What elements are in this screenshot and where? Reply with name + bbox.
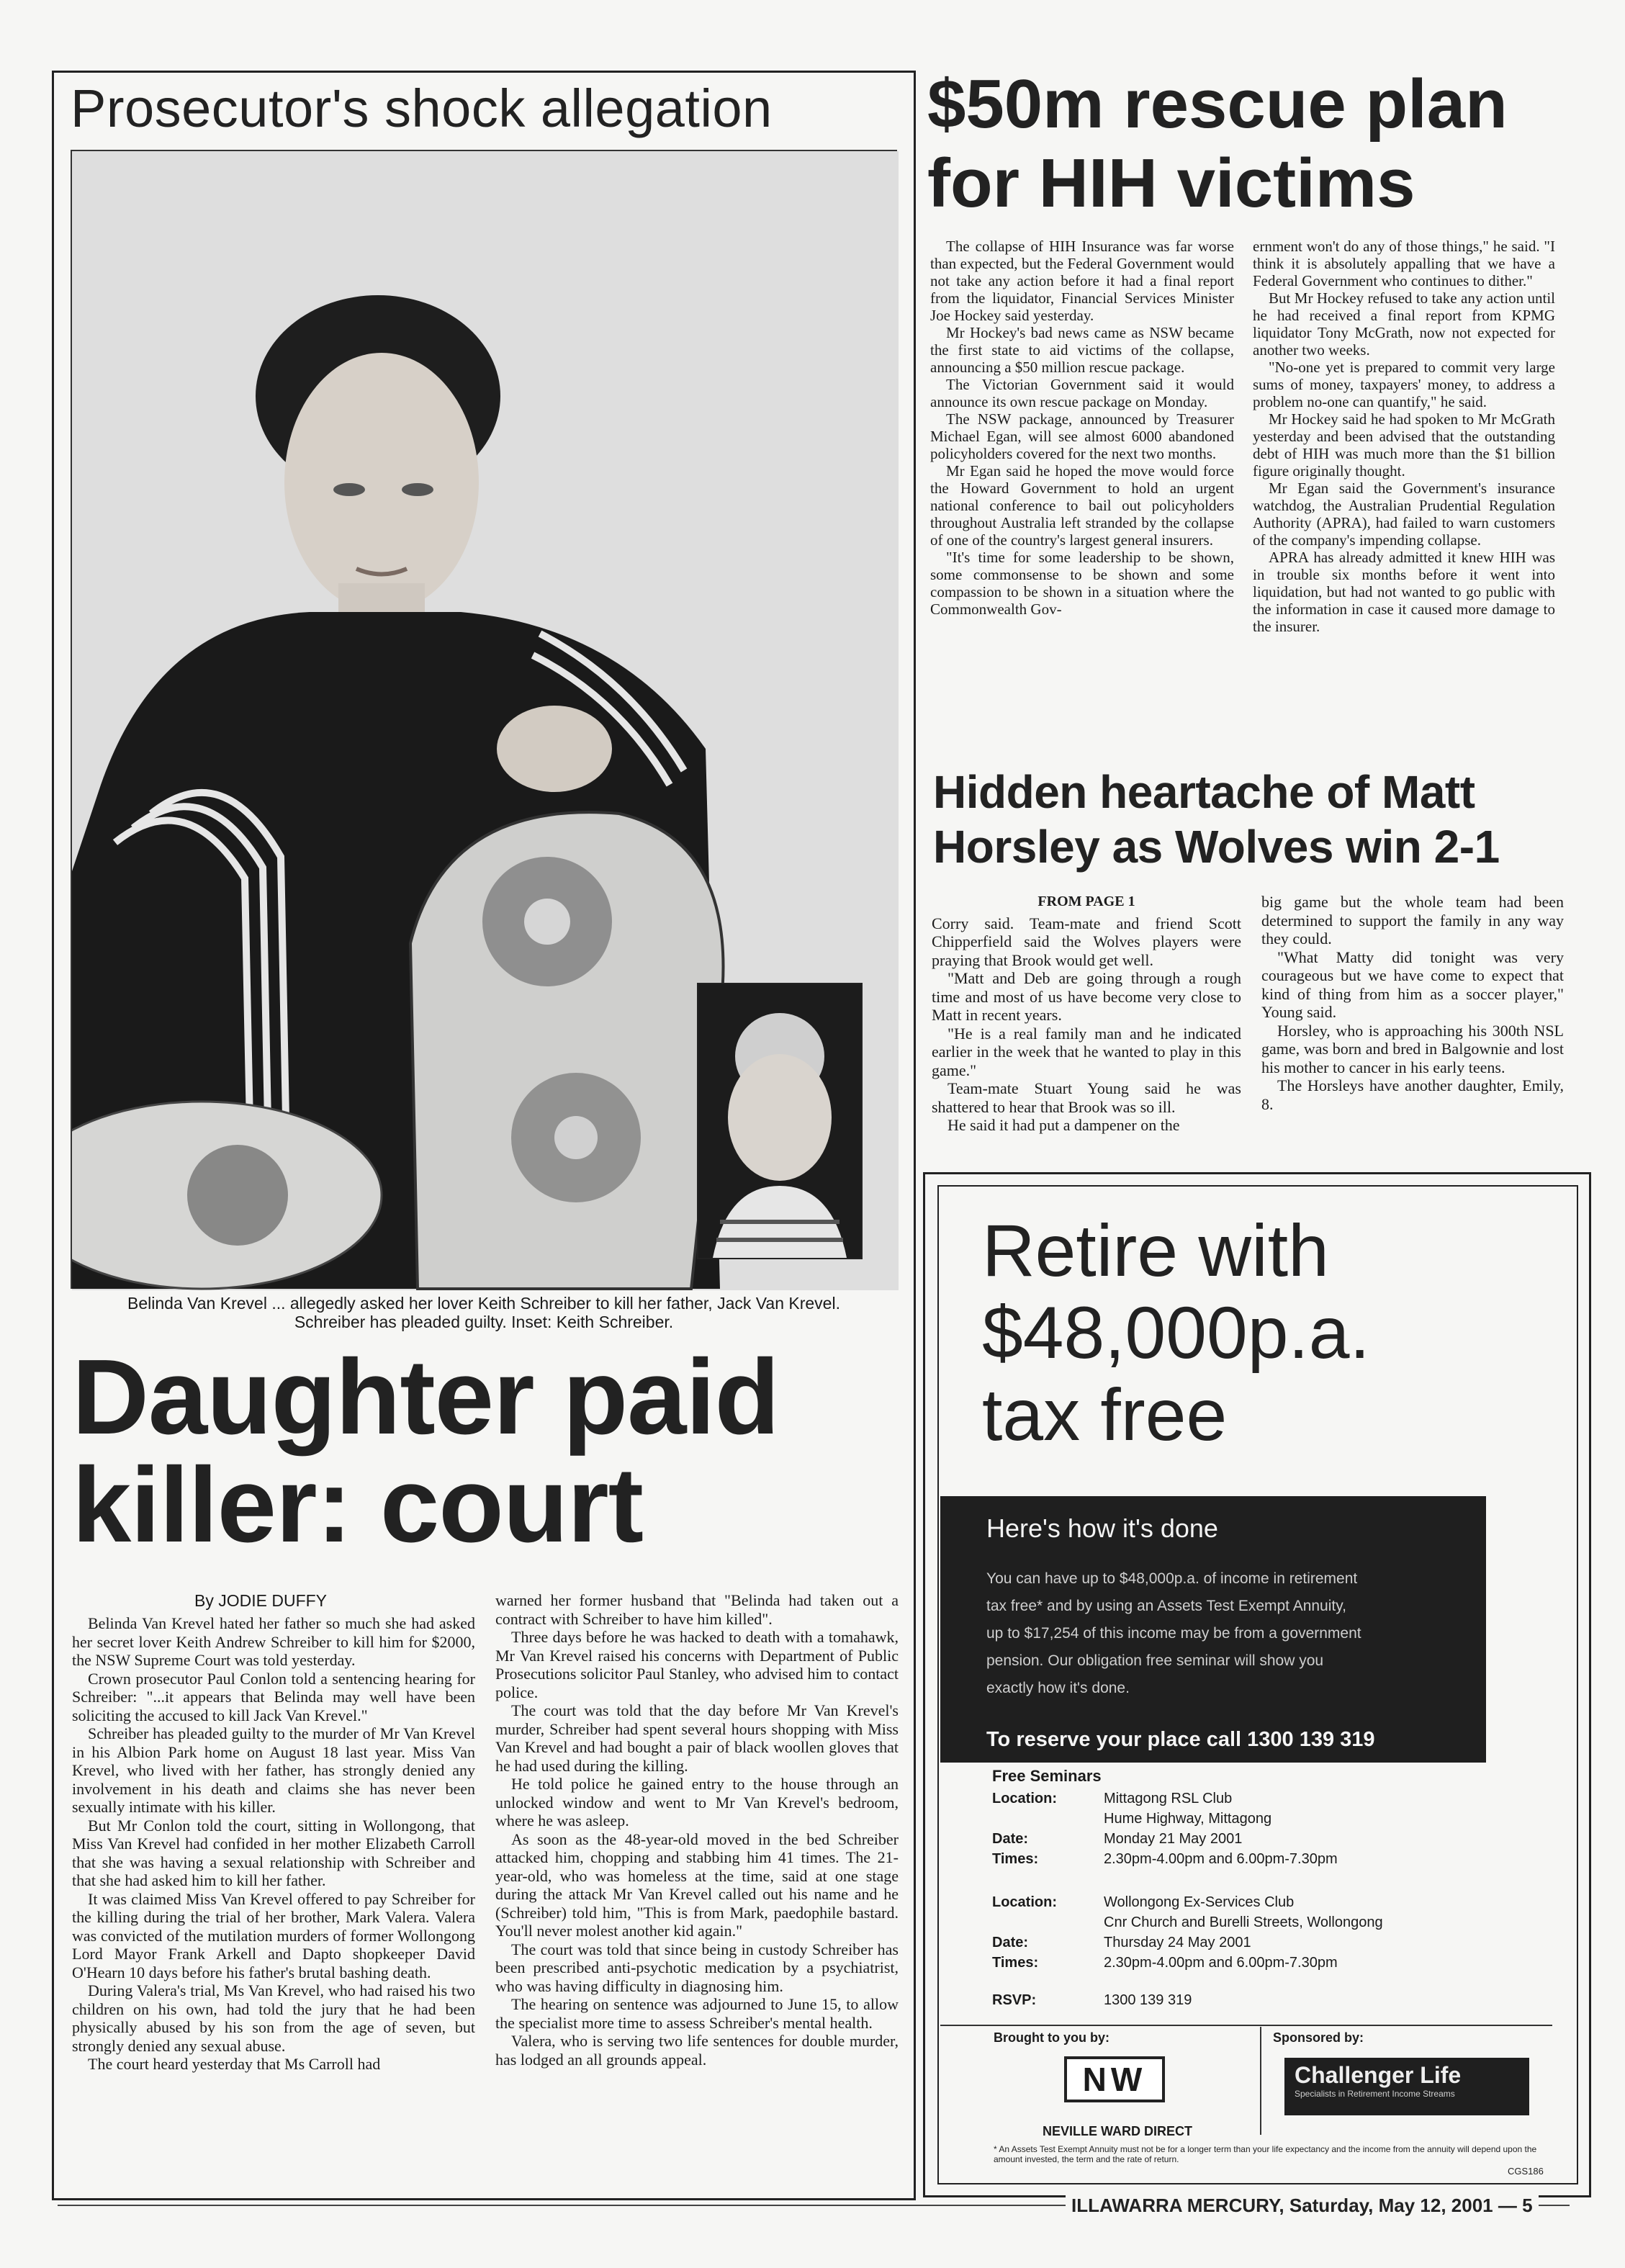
challenger-name: Challenger Life — [1295, 2062, 1462, 2088]
paragraph: Corry said. Team-mate and friend Scott Chipperfield said the Wolves players were praying that Brook would get well. — [932, 914, 1241, 969]
sponsor-divider — [940, 2025, 1552, 2026]
page-footer: ILLAWARRA MERCURY, Saturday, May 12, 2001 — 5 — [1066, 2195, 1539, 2217]
ad-band-line: exactly how it's done. — [986, 1680, 1130, 1696]
label: Location: — [992, 1790, 1057, 1806]
sponsored-by-label: Sponsored by: — [1273, 2030, 1364, 2045]
label: Date: — [992, 1934, 1029, 1950]
paragraph: He said it had put a dampener on the — [947, 1116, 1180, 1134]
ad-headline-line-1: Retire with — [982, 1210, 1329, 1292]
matt-headline — [933, 765, 1500, 874]
paragraph: The Victorian Government said it would announce its own rescue package on Monday. — [930, 376, 1234, 410]
value: 2.30pm-4.00pm and 6.00pm-7.30pm — [1104, 1954, 1338, 1971]
left-article-col-1 — [72, 1614, 475, 2074]
ad-headline-line-3: tax free — [982, 1374, 1228, 1456]
value: Wollongong Ex-Services Club — [1104, 1894, 1295, 1910]
label: Times: — [992, 1954, 1039, 1971]
paragraph: But Mr Hockey refused to take any action until he had received a final report from KPMG liquidator Tony McGrath, now not expected for another two weeks. — [1253, 289, 1555, 359]
ad-band-title: Here's how it's done — [986, 1513, 1218, 1543]
value: Hume Highway, Mittagong — [1104, 1810, 1272, 1827]
main-headline — [72, 1338, 779, 1565]
paragraph: warned her former husband that "Belinda had taken out a contract with Schreiber to have him killed". — [495, 1591, 899, 1628]
inset-photo — [697, 983, 863, 1259]
paragraph: Team-mate Stuart Young said he was shattered to hear that Brook was so ill. — [932, 1079, 1241, 1116]
nw-name: NEVILLE WARD DIRECT — [1043, 2124, 1193, 2138]
paragraph: Crown prosecutor Paul Conlon told a sentencing hearing for Schreiber: "...it appears that Belinda may well have been soliciting the accused to kill Jack Van Krevel." — [72, 1669, 475, 1724]
ad-band-line: pension. Our obligation free seminar will show you — [986, 1652, 1324, 1669]
paragraph: The hearing on sentence was adjourned to June 15, to allow the specialist more time to assess Schreiber's mental health. — [495, 1995, 899, 2032]
paragraph: During Valera's trial, Ms Van Krevel, who had raised his two children on his own, had told the jury that he had been physically abused by his son from the age of seven, but strongly denied any sexual abuse. — [72, 1981, 475, 2055]
left-kicker-heading: Prosecutor's shock allegation — [71, 78, 773, 138]
paragraph: ernment won't do any of those things," he said. "I think it is absolutely appalling that we have a Federal Government who continues to dither." — [1253, 238, 1555, 289]
from-page-label: FROM PAGE 1 — [1037, 894, 1135, 909]
ad-band-line: tax free* and by using an Assets Test Exempt Annuity, — [986, 1598, 1347, 1614]
paragraph: Mr Egan said the Government's insurance watchdog, the Australian Prudential Regulation Authority (APRA), had failed to warn customers of the company's impending collapse. — [1253, 480, 1555, 549]
value: Monday 21 May 2001 — [1104, 1830, 1243, 1847]
paragraph: "It's time for some leadership to be shown, some commonsense to be shown and some compassion to be shown in a situation where the Commonwealth Gov- — [930, 549, 1234, 618]
paragraph: Three days before he was hacked to death with a tomahawk, Mr Van Krevel raised his concerns with Department of Public Prosecutions solicitor Paul Stanley, who advised him to contact police. — [495, 1628, 899, 1701]
paragraph: The NSW package, announced by Treasurer Michael Egan, will see almost 6000 abandoned policyholders covered for the next two months. — [930, 410, 1234, 462]
challenger-tagline: Specialists in Retirement Income Streams — [1295, 2089, 1455, 2099]
value: Thursday 24 May 2001 — [1104, 1934, 1251, 1950]
label: Date: — [992, 1830, 1029, 1847]
paragraph: He told police he gained entry to the house through an unlocked window and went to Mr Van Krevel's bedroom, where he was asleep. — [495, 1775, 899, 1830]
value: 2.30pm-4.00pm and 6.00pm-7.30pm — [1104, 1850, 1338, 1867]
hih-col-1 — [930, 238, 1234, 618]
paragraph: "Matt and Deb are going through a rough time and most of us have become very close to Matt in recent years. — [932, 969, 1241, 1024]
ad-call-to-action: To reserve your place call 1300 139 319 — [986, 1728, 1375, 1751]
matt-col-2 — [1261, 893, 1564, 1113]
paragraph: big game but the whole team had been determined to support the family in any way they could. — [1261, 893, 1564, 948]
left-article-col-2 — [495, 1591, 899, 2069]
hih-headline-line-2: for HIH victims — [927, 145, 1415, 222]
value: Cnr Church and Burelli Streets, Wollongong — [1104, 1914, 1383, 1930]
byline: By JODIE DUFFY — [194, 1591, 328, 1610]
sponsor-vertical-divider — [1260, 2027, 1261, 2135]
label: Location: — [992, 1894, 1057, 1910]
paragraph: Horsley, who is approaching his 300th NSL game, was born and bred in Balgownie and lost his mother to cancer in his early teens. — [1261, 1021, 1564, 1076]
ad-headline — [982, 1210, 1370, 1456]
value: Mittagong RSL Club — [1104, 1790, 1233, 1806]
value: 1300 139 319 — [1104, 1992, 1192, 2008]
paragraph: The collapse of HIH Insurance was far worse than expected, but the Federal Government would not take any action before it had a final report from the liquidator, Financial Services Minister Joe Hockey said yesterday. — [930, 238, 1234, 324]
paragraph: Mr Hockey said he had spoken to Mr McGrath yesterday and been advised that the outstanding debt of HIH was much more than the $1 billion figure originally thought. — [1253, 410, 1555, 480]
ad-headline-line-2: $48,000p.a. — [982, 1292, 1370, 1374]
label: Times: — [992, 1850, 1039, 1867]
photo-caption-line-1: Belinda Van Krevel ... allegedly asked her lover Keith Schreiber to kill her father, Jack Van Krevel. — [127, 1294, 840, 1313]
paragraph: Mr Hockey's bad news came as NSW became the first state to aid victims of the collapse, announcing a $50 million rescue package. — [930, 324, 1234, 376]
main-headline-line-1: Daughter paid — [72, 1338, 779, 1457]
paragraph: As soon as the 48-year-old moved in the bed Schreiber attacked him, chopping and stabbing him 41 times. The 21-year-old, who was homeless at the time, said at one stage during the attack Mr Van Krevel called out his name and he (Schreiber) told him, "This is from Mark, paedophile bastard. You'll never molest another kid again." — [495, 1830, 899, 1940]
paragraph: But Mr Conlon told the court, sitting in Wollongong, that Miss Van Krevel had confided in her mother Elizabeth Carroll that she was having a sexual relationship with Schreiber and that she had asked him to kill her father. — [72, 1816, 475, 1889]
paragraph: The Horsleys have another daughter, Emily, 8. — [1261, 1076, 1564, 1113]
main-photo — [71, 150, 897, 1289]
matt-headline-line-1: Hidden heartache of Matt — [933, 766, 1475, 818]
photo-caption — [71, 1294, 897, 1331]
paragraph: Valera, who is serving two life sentences for double murder, has lodged an all grounds appeal. — [495, 2032, 899, 2069]
seminar-list — [992, 1767, 1539, 2010]
photo-caption-line-2: Schreiber has pleaded guilty. Inset: Keith Schreiber. — [294, 1313, 674, 1331]
ad-band-copy — [986, 1565, 1440, 1702]
paragraph: APRA has already admitted it knew HIH was in trouble six months before it went into liquidation, but had not wanted to go public with the information in case it caused more damage to the insurer. — [1253, 549, 1555, 635]
ad-code: CGS186 — [1508, 2166, 1544, 2177]
ad-info-band — [940, 1496, 1486, 1763]
main-headline-line-2: killer: court — [72, 1446, 643, 1565]
paragraph: The court was told that since being in custody Schreiber has been prescribed anti-psychotic medication by a psychiatrist, who was having difficulty in diagnosing him. — [495, 1940, 899, 1995]
ad-band-line: You can have up to $48,000p.a. of income in retirement — [986, 1570, 1358, 1587]
ad-footnote: * An Assets Test Exempt Annuity must not be for a longer term than your life expectancy and the income from the annuity will depend upon the amount invested, the term and the rate of return. — [994, 2144, 1537, 2164]
paragraph: "No-one yet is prepared to commit very large sums of money, taxpayers' money, to address a problem no-one can quantify," he said. — [1253, 359, 1555, 410]
paragraph: Mr Egan said he hoped the move would force the Howard Government to hold an urgent national conference to bail out policyholders throughout Australia left stranded by the collapse of one of the country's largest general insurers. — [930, 462, 1234, 549]
nw-logo: NW — [1064, 2056, 1165, 2102]
hih-headline — [927, 65, 1508, 223]
paragraph: It was claimed Miss Van Krevel offered to pay Schreiber for the killing during the trial of her brother, Mark Valera. Valera was convicted of the mutilation murders of former Wollongong Lord Mayor Frank Arkell and Dapto shopkeeper David O'Hearn 10 days before his father's brutal bashing death. — [72, 1889, 475, 1981]
paragraph: Schreiber has pleaded guilty to the murder of Mr Van Krevel in his Albion Park home on August 18 last year. Miss Van Krevel, who lived with her father, has strongly denied any involvement in his death and claims she has never been sexually intimate with his killer. — [72, 1724, 475, 1816]
paragraph: The court heard yesterday that Ms Carroll had — [88, 2055, 381, 2073]
paragraph: The court was told that the day before Mr Van Krevel's murder, Schreiber had spent several hours shopping with Miss Van Krevel and had bought a pair of black woollen gloves that he had used during the killing. — [495, 1701, 899, 1775]
ad-band-line: up to $17,254 of this income may be from a government — [986, 1625, 1361, 1642]
brought-by-label: Brought to you by: — [994, 2030, 1109, 2045]
hih-headline-line-1: $50m rescue plan — [927, 66, 1508, 143]
hih-col-2 — [1253, 238, 1555, 635]
paragraph: Belinda Van Krevel hated her father so much she had asked her secret lover Keith Andrew Schreiber to kill him for $2000, the NSW Supreme Court was told yesterday. — [72, 1614, 475, 1669]
free-seminars-title: Free Seminars — [992, 1767, 1102, 1785]
label: RSVP: — [992, 1992, 1037, 2008]
paragraph: "He is a real family man and he indicated earlier in the week that he wanted to play in this game." — [932, 1024, 1241, 1079]
matt-col-1 — [932, 893, 1241, 1135]
matt-headline-line-2: Horsley as Wolves win 2-1 — [933, 821, 1500, 873]
challenger-logo — [1284, 2058, 1529, 2115]
paragraph: "What Matty did tonight was very courageous but we have come to expect that kind of thing from him as a soccer player," Young said. — [1261, 948, 1564, 1021]
